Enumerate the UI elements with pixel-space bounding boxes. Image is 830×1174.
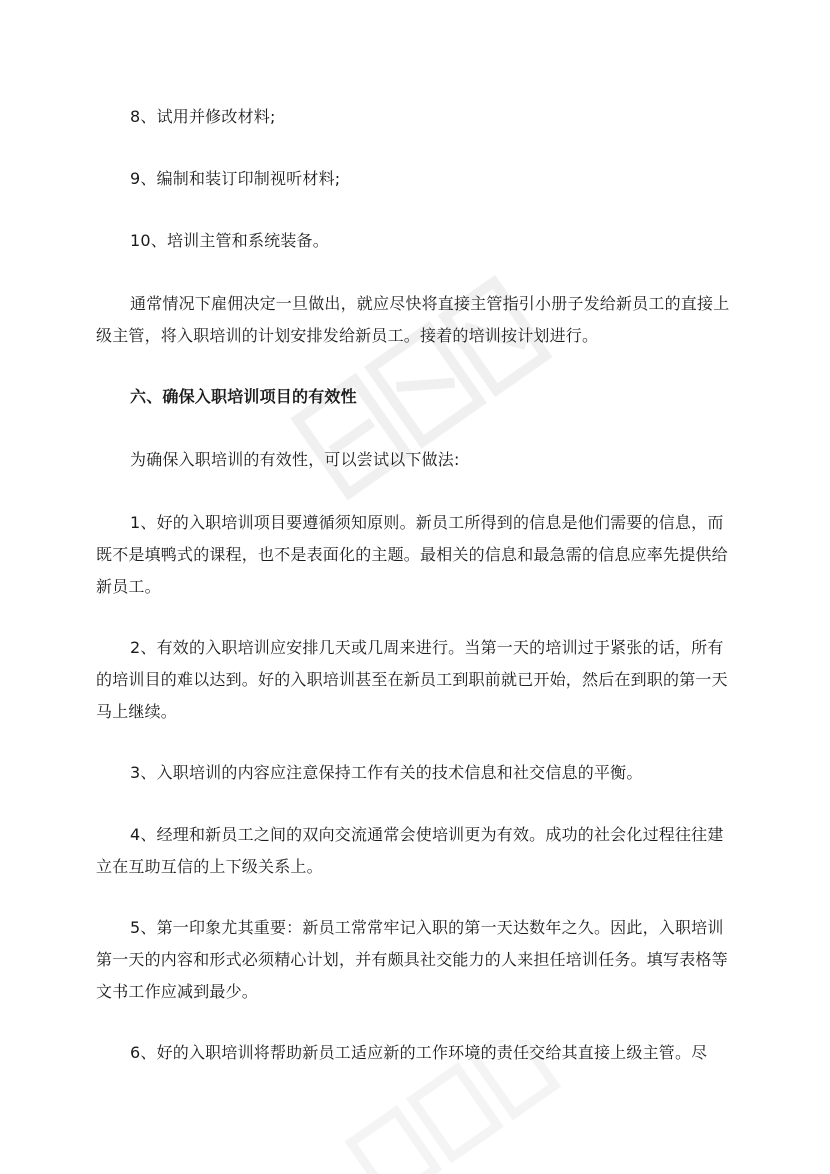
list-item: 5、第一印象尤其重要：新员工常常牢记入职的第一天达数年之久。因此，入职培训第一天的内容和形式必须精心计划，并有颇具社交能力的人来担任培训任务。填写表格等文书工作应减到最少。	[96, 918, 728, 1001]
list-item: 6、好的入职培训将帮助新员工适应新的工作环境的责任交给其直接上级主管。尽	[130, 1043, 708, 1062]
list-item: 1、好的入职培训项目要遵循须知原则。新员工所得到的信息是他们需要的信息，而既不是填鸭式的课程，也不是表面化的主题。最相关的信息和最急需的信息应率先提供给新员工。	[96, 513, 728, 596]
list-item: 3、入职培训的内容应注意保持工作有关的技术信息和社交信息的平衡。	[130, 763, 643, 782]
list-item: 2、有效的入职培训应安排几天或几周来进行。当第一天的培训过于紧张的话，所有的培训目的难以达到。好的入职培训甚至在新员工到职前就已开始，然后在到职的第一天马上继续。	[96, 638, 728, 721]
section-heading: 六、确保入职培训项目的有效性	[130, 387, 357, 406]
list-item: 10、培训主管和系统装备。	[130, 231, 329, 250]
list-item: 9、编制和装订印制视听材料;	[130, 169, 341, 188]
paragraph-intro: 为确保入职培训的有效性，可以尝试以下做法:	[130, 450, 460, 469]
list-item: 4、经理和新员工之间的双向交流通常会使培训更为有效。成功的社会化过程往往建立在互助互信的上下级关系上。	[96, 825, 724, 876]
list-item: 8、试用并修改材料;	[130, 107, 276, 126]
paragraph: 通常情况下雇佣决定一旦做出，就应尽快将直接主管指引小册子发给新员工的直接上级主管，将入职培训的计划安排发给新员工。接着的培训按计划进行。	[96, 294, 730, 345]
